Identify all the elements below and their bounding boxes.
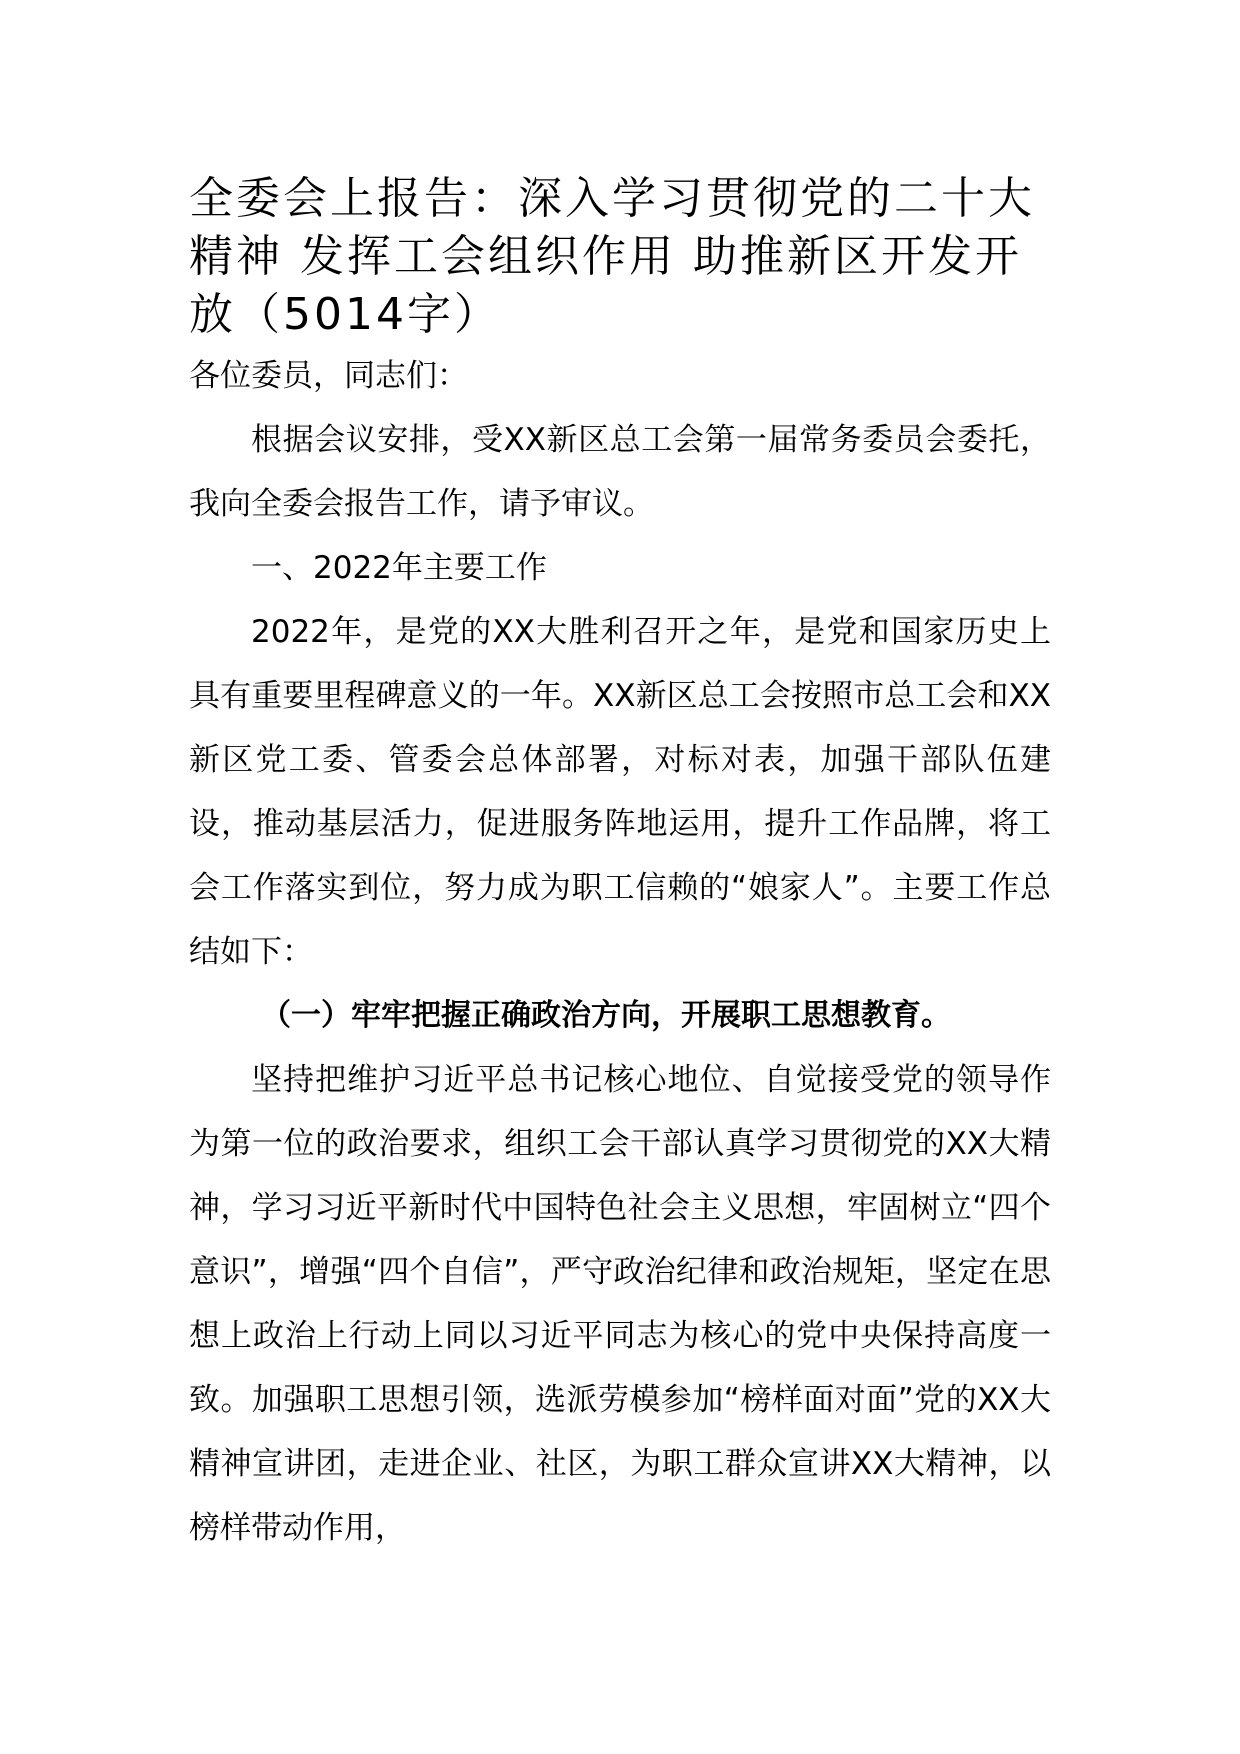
subsection-heading: （一）牢牢把握正确政治方向，开展职工思想教育。 bbox=[261, 998, 951, 1033]
intro-paragraph: 根据会议安排，受XX新区总工会第一届常务委员会委托，我向全委会报告工作，请予审议。 bbox=[189, 422, 1051, 522]
section-heading: 一、2022年主要工作 bbox=[251, 550, 547, 586]
document-title: 全委会上报告：深入学习贯彻党的二十大精神 发挥工会组织作用 助推新区开发开放（5014字） bbox=[189, 173, 1035, 340]
subsection-paragraph: 坚持把维护习近平总书记核心地位、自觉接受党的领导作为第一位的政治要求，组织工会干部认真学习贯彻党的XX大精神，学习习近平新时代中国特色社会主义思想，牢固树立“四个意识”，增强“四个自信”，严守政治纪律和政治规矩，坚定在思想上政治上行动上同以习近平同志为核心的党中央保持高度一致。加强职工思想引领，选派劳模参加“榜样面对面”党的XX大精神宣讲团，走进企业、社区，为职工群众宣讲XX大精神，以榜样带动作用， bbox=[189, 1062, 1051, 1546]
section-paragraph: 2022年，是党的XX大胜利召开之年，是党和国家历史上具有重要里程碑意义的一年。XX新区总工会按照市总工会和XX新区党工委、管委会总体部署，对标对表，加强干部队伍建设，推动基层活力，促进服务阵地运用，提升工作品牌，将工会工作落实到位，努力成为职工信赖的“娘家人”。主要工作总结如下： bbox=[189, 614, 1051, 970]
greeting: 各位委员，同志们： bbox=[189, 358, 468, 394]
document-page bbox=[189, 170, 1051, 1560]
